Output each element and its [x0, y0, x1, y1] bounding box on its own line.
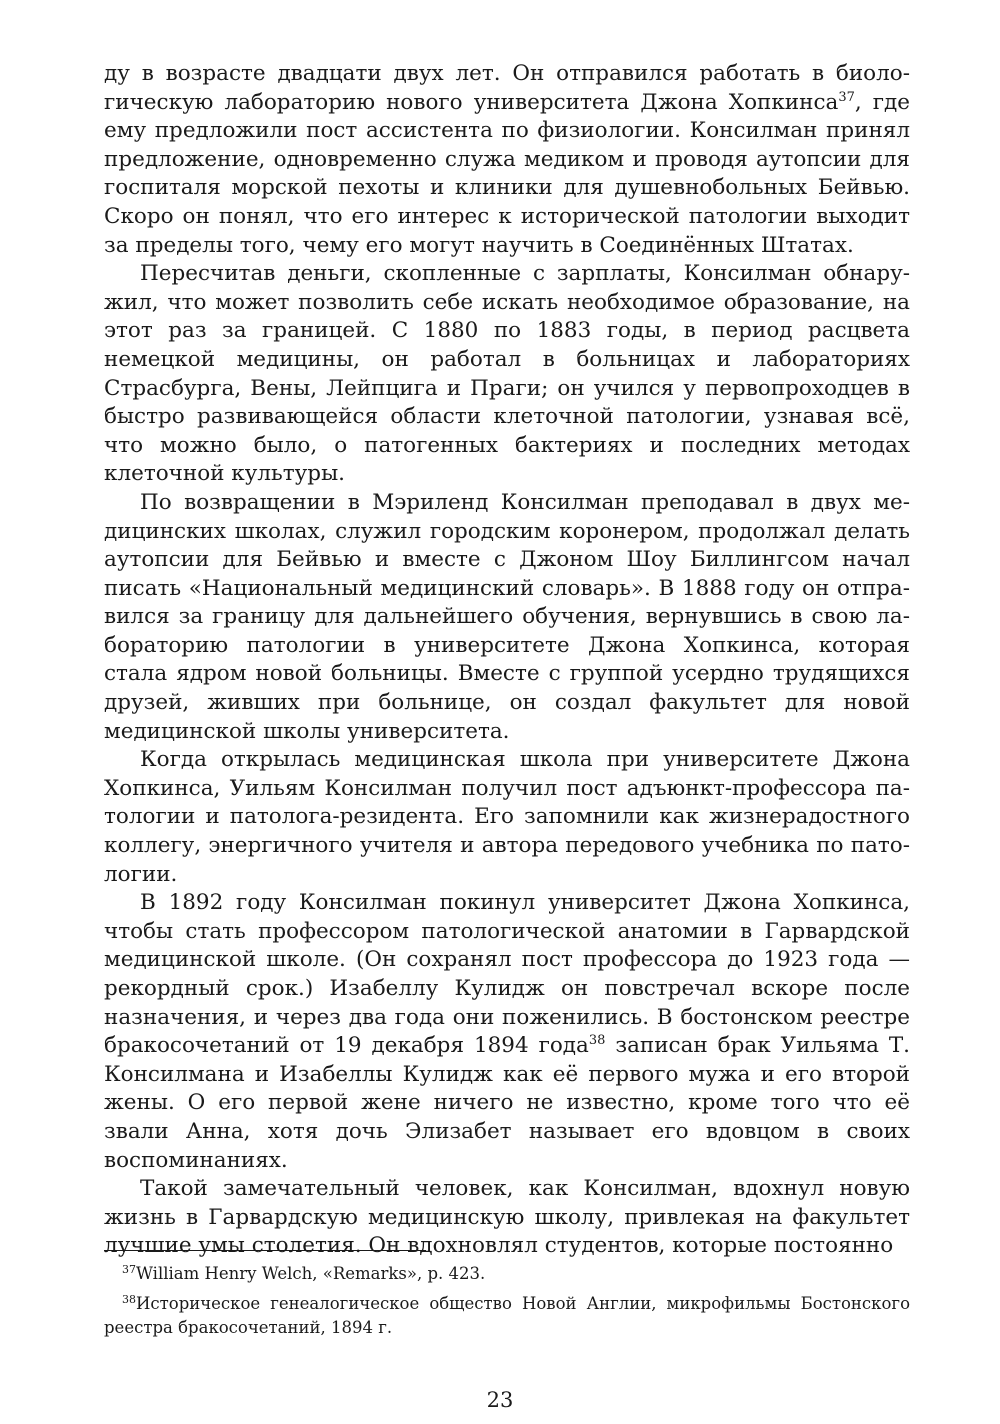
- footnote-number: 37: [122, 1263, 136, 1276]
- paragraph-2: Пересчитав деньги, скопленные с зарплаты, Консилман обнаружил, что может позволить себе искать необходимое образование, на этот раз за границей. С 1880 по 1883 годы, в период расцвета немецкой медицины, он работал в больницах и лабораториях Страсбурга, Вены, Лейпцига и Праги; он учился у первопроходцев в быстро развивающейся области клеточной патологии, узнавая всё, что можно было, о патогенных бактериях и последних методах клеточной культуры.: [104, 261, 910, 487]
- paragraph-5-text-b: записан брак Уильяма Т. Консилмана и Изабеллы Кулидж как её первого мужа и его второй жены. О его первой жене ничего не известно, кроме того что её звали Анна, хотя дочь Элизабет называет его вдовцом в своих воспоминаниях.: [104, 1033, 910, 1173]
- footnote-number: 38: [122, 1293, 136, 1306]
- footnote-text: William Henry Welch, «Remarks», p. 423.: [136, 1264, 486, 1283]
- paragraph-4: Когда открылась медицинская школа при университете Джона Хопкинса, Уильям Консилман получил пост адъюнкт-профессора патологии и патолога-резидента. Его запомнили как жизнерадостного коллегу, энергичного учителя и автора передового учебника по патологии.: [104, 747, 910, 887]
- paragraph-1: [104, 60, 910, 260]
- footnote-divider: [104, 1250, 426, 1251]
- paragraph-3: По возвращении в Мэриленд Консилман преподавал в двух медицинских школах, служил городским коронером, продолжал делать аутопсии для Бейвью и вместе с Джоном Шоу Биллингсом начал писать «Национальный медицинский словарь». В 1888 году он отправился за границу для дальнейшего обучения, вернувшись в свою лабораторию патологии в университете Джона Хопкинса, которая стала ядром новой больницы. Вместе с группой усердно трудящихся друзей, живших при больнице, он создал факультет для новой медицинской школы университета.: [104, 489, 910, 744]
- footnote-ref-38[interactable]: 38: [588, 1033, 606, 1049]
- footnote-37: [104, 1262, 910, 1286]
- footnote-ref-37[interactable]: 37: [838, 89, 855, 105]
- paragraph-5-text-a: В 1892 году Консилман покинул университет Джона Хопкинса, чтобы стать профессором патологической анатомии в Гарвардской медицинской школе. (Он сохранял пост профессора до 1923 года — рекордный срок.) Изабеллу Кулидж он повстречал вскоре после назначения, и через два года они поженились. В бостонском реестре бракосочетаний от 19 декабря 1894 года: [104, 890, 910, 1059]
- paragraph-1-text-b: , где ему предложили пост ассистента по физиологии. Консилман принял предложение, одновременно служа медиком и проводя аутопсии для госпиталя морской пехоты и клиники для душевнобольных Бейвью. Скоро он понял, что его интерес к исторической патологии выходит за пределы того, чему его могут научить в Соединённых Штатах.: [104, 89, 910, 258]
- paragraph-1-text-a: ду в возрасте двадцати двух лет. Он отправился работать в биологическую лабораторию нового университета Джона Хопкинса: [104, 61, 910, 115]
- footnote-text: Историческое генеалогическое общество Новой Англии, микрофильмы Бостонского реестра бракосочетаний, 1894 г.: [104, 1294, 910, 1337]
- footnote-38: [104, 1292, 910, 1340]
- page-number: 23: [486, 1388, 514, 1412]
- paragraph-6: Такой замечательный человек, как Консилман, вдохнул новую жизнь в Гарвардскую медицинскую школу, привлекая на факультет лучшие умы столетия. Он вдохновлял студентов, которые постоянно: [104, 1176, 910, 1259]
- page-body: [104, 60, 910, 1261]
- footnotes: [104, 1262, 910, 1346]
- paragraph-5: [104, 889, 910, 1175]
